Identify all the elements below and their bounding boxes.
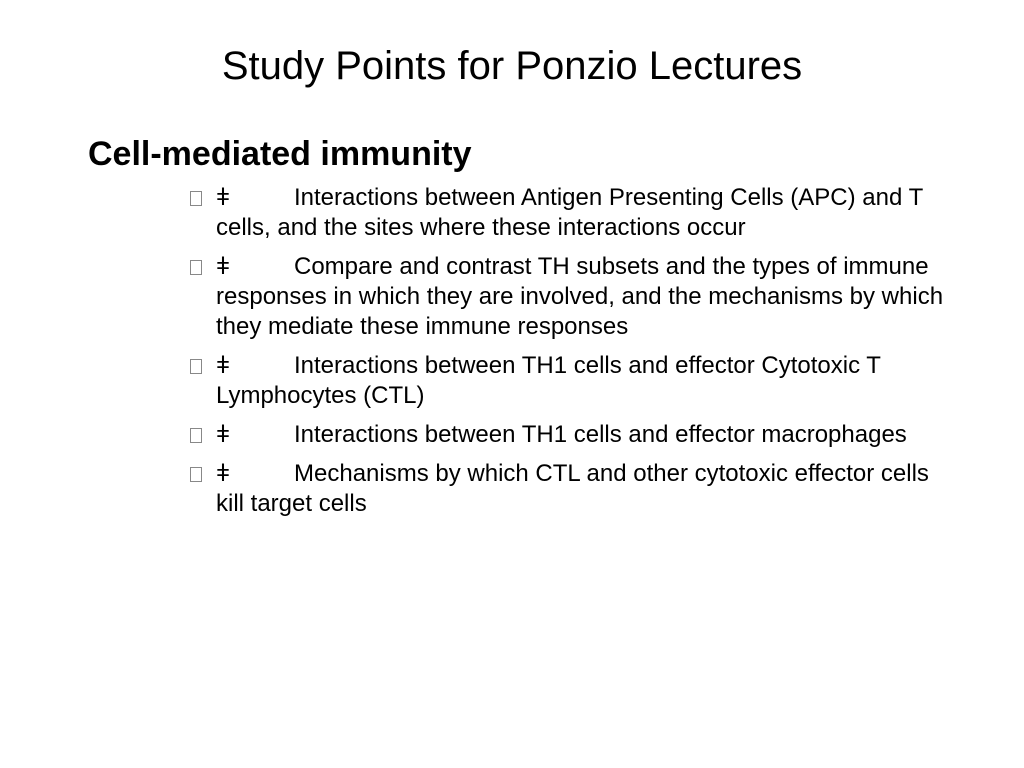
bullet-glyph: ǂ — [216, 460, 231, 487]
list-item — [190, 252, 950, 342]
list-item — [190, 459, 950, 519]
list-item — [190, 420, 950, 450]
slide-title: Study Points for Ponzio Lectures — [221, 44, 803, 88]
bullet-glyph: ǂ — [216, 253, 231, 280]
bullet-glyph: ǂ — [216, 184, 231, 211]
list-item — [190, 183, 950, 243]
list-item-text: Mechanisms by which CTL and other cytotoxic effector cells kill target cells — [216, 460, 929, 517]
missing-glyph-box-icon — [190, 260, 202, 275]
missing-glyph-box-icon — [190, 467, 202, 482]
list-item-text: Interactions between Antigen Presenting Cells (APC) and T cells, and the sites where these interactions occur — [216, 184, 923, 241]
missing-glyph-box-icon — [190, 359, 202, 374]
bullet-glyph: ǂ — [216, 352, 231, 379]
list-item — [190, 351, 950, 411]
missing-glyph-box-icon — [190, 191, 202, 206]
list-item-text: Interactions between TH1 cells and effector macrophages — [294, 421, 907, 448]
missing-glyph-box-icon — [190, 428, 202, 443]
bullet-glyph: ǂ — [216, 421, 231, 448]
list-item-text: Compare and contrast TH subsets and the types of immune responses in which they are involved, and the mechanisms by which they mediate these immune responses — [216, 253, 944, 340]
list-item-text: Interactions between TH1 cells and effector Cytotoxic T Lymphocytes (CTL) — [216, 352, 881, 409]
section-heading: Cell-mediated immunity — [88, 135, 472, 173]
study-points-list — [190, 183, 950, 528]
